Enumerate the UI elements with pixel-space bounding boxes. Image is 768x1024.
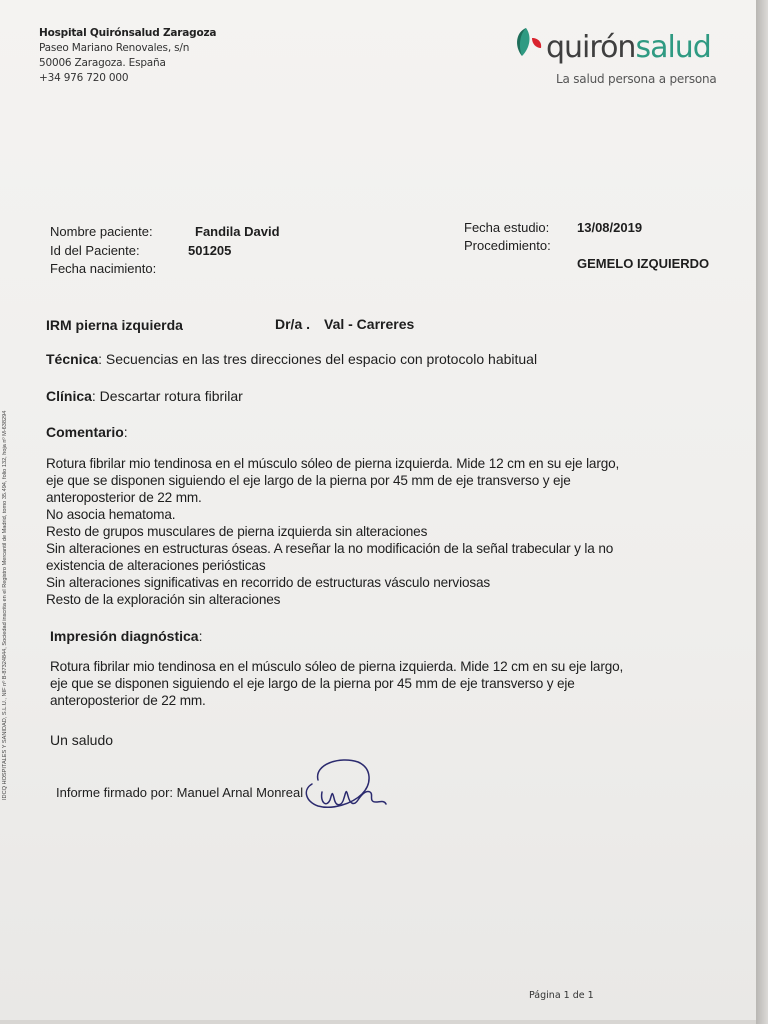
impresion-line: anteroposterior de 22 mm. [50,693,206,708]
logo-tagline: La salud persona a persona [556,72,717,86]
comentario-line: existencia de alteraciones periósticas [46,558,266,573]
procedure-label: Procedimiento: [464,238,551,253]
hospital-name: Hospital Quirónsalud Zaragoza [39,27,217,39]
page-number: Página 1 de 1 [529,990,594,1001]
comentario-line: Resto de la exploración sin alteraciones [46,592,281,607]
comentario-line: anteroposterior de 22 mm. [46,490,202,505]
impresion-colon: : [198,628,203,644]
clinica-line [46,388,243,404]
comentario-line: Rotura fibrilar mio tendinosa en el músculo sóleo de pierna izquierda. Mide 12 cm en su eje largo, [46,456,620,471]
comentario-line: eje que se disponen siguiendo el eje largo de la pierna por 45 mm de eje transverso y eje [46,473,571,488]
comentario-line: No asocia hematoma. [46,507,176,522]
logo-wordmark [546,30,711,65]
impresion-label: Impresión diagnóstica [50,628,199,644]
patient-name-label: Nombre paciente: [50,224,153,239]
logo-word-quiron: quirón [546,30,636,65]
impresion-line: eje que se disponen siguiendo el eje largo de la pierna por 45 mm de eje transverso y eje [50,676,575,691]
clinica-label: Clínica [46,388,92,404]
closing-text: Un saludo [50,732,114,748]
hospital-city: 50006 Zaragoza. España [39,57,166,69]
impresion-heading [50,628,202,644]
patient-id-value: 501205 [188,243,232,258]
patient-birth-label: Fecha nacimiento: [50,261,157,276]
patient-name-value: Fandila David [195,224,280,239]
paper-edge [756,0,768,1024]
comentario-body [46,455,619,608]
signature [296,754,396,820]
tecnica-line [46,351,537,367]
impresion-body [50,658,623,709]
hospital-address-block [39,26,216,86]
tecnica-text: : Secuencias en las tres direcciones del espacio con protocolo habitual [98,351,538,367]
clinica-text: : Descartar rotura fibrilar [91,388,243,404]
doctor-label: Dr/a . [275,316,311,332]
comentario-line: Sin alteraciones en estructuras óseas. A reseñar la no modificación de la señal trabecular y la no [46,541,614,556]
signed-by-text: Informe firmado por: Manuel Arnal Monreal [56,785,304,800]
exam-title: IRM pierna izquierda [46,317,183,333]
impresion-line: Rotura fibrilar mio tendinosa en el músculo sóleo de pierna izquierda. Mide 12 cm en su eje largo, [50,659,624,674]
comentario-line: Resto de grupos musculares de pierna izquierda sin alteraciones [46,524,428,539]
logo-word-salud: salud [635,30,711,65]
tecnica-label: Técnica [46,351,99,367]
doctor-value: Val - Carreres [324,316,415,332]
comentario-heading [46,424,128,440]
legal-sidebar-text: IDCQ HOSPITALES Y SANIDAD, S.L.U., NIF nº B-87324844, Sociedad inscrita en el Registro Mercantil de Madrid, tomo 35.494, folio 132, hoja nº M-638294 [2,410,8,800]
comentario-line: Sin alteraciones significativas en recorrido de estructuras vásculo nerviosas [46,575,491,590]
hospital-phone: +34 976 720 000 [39,72,129,84]
patient-id-label: Id del Paciente: [50,243,140,258]
comentario-colon: : [123,424,128,440]
quironsalud-logo [514,22,734,92]
procedure-value: GEMELO IZQUIERDO [577,256,710,271]
comentario-label: Comentario [46,424,124,440]
study-date-value: 13/08/2019 [577,220,643,235]
study-date-label: Fecha estudio: [464,220,550,235]
leaf-icon [514,24,550,64]
hospital-address: Paseo Mariano Renovales, s/n [39,42,190,54]
